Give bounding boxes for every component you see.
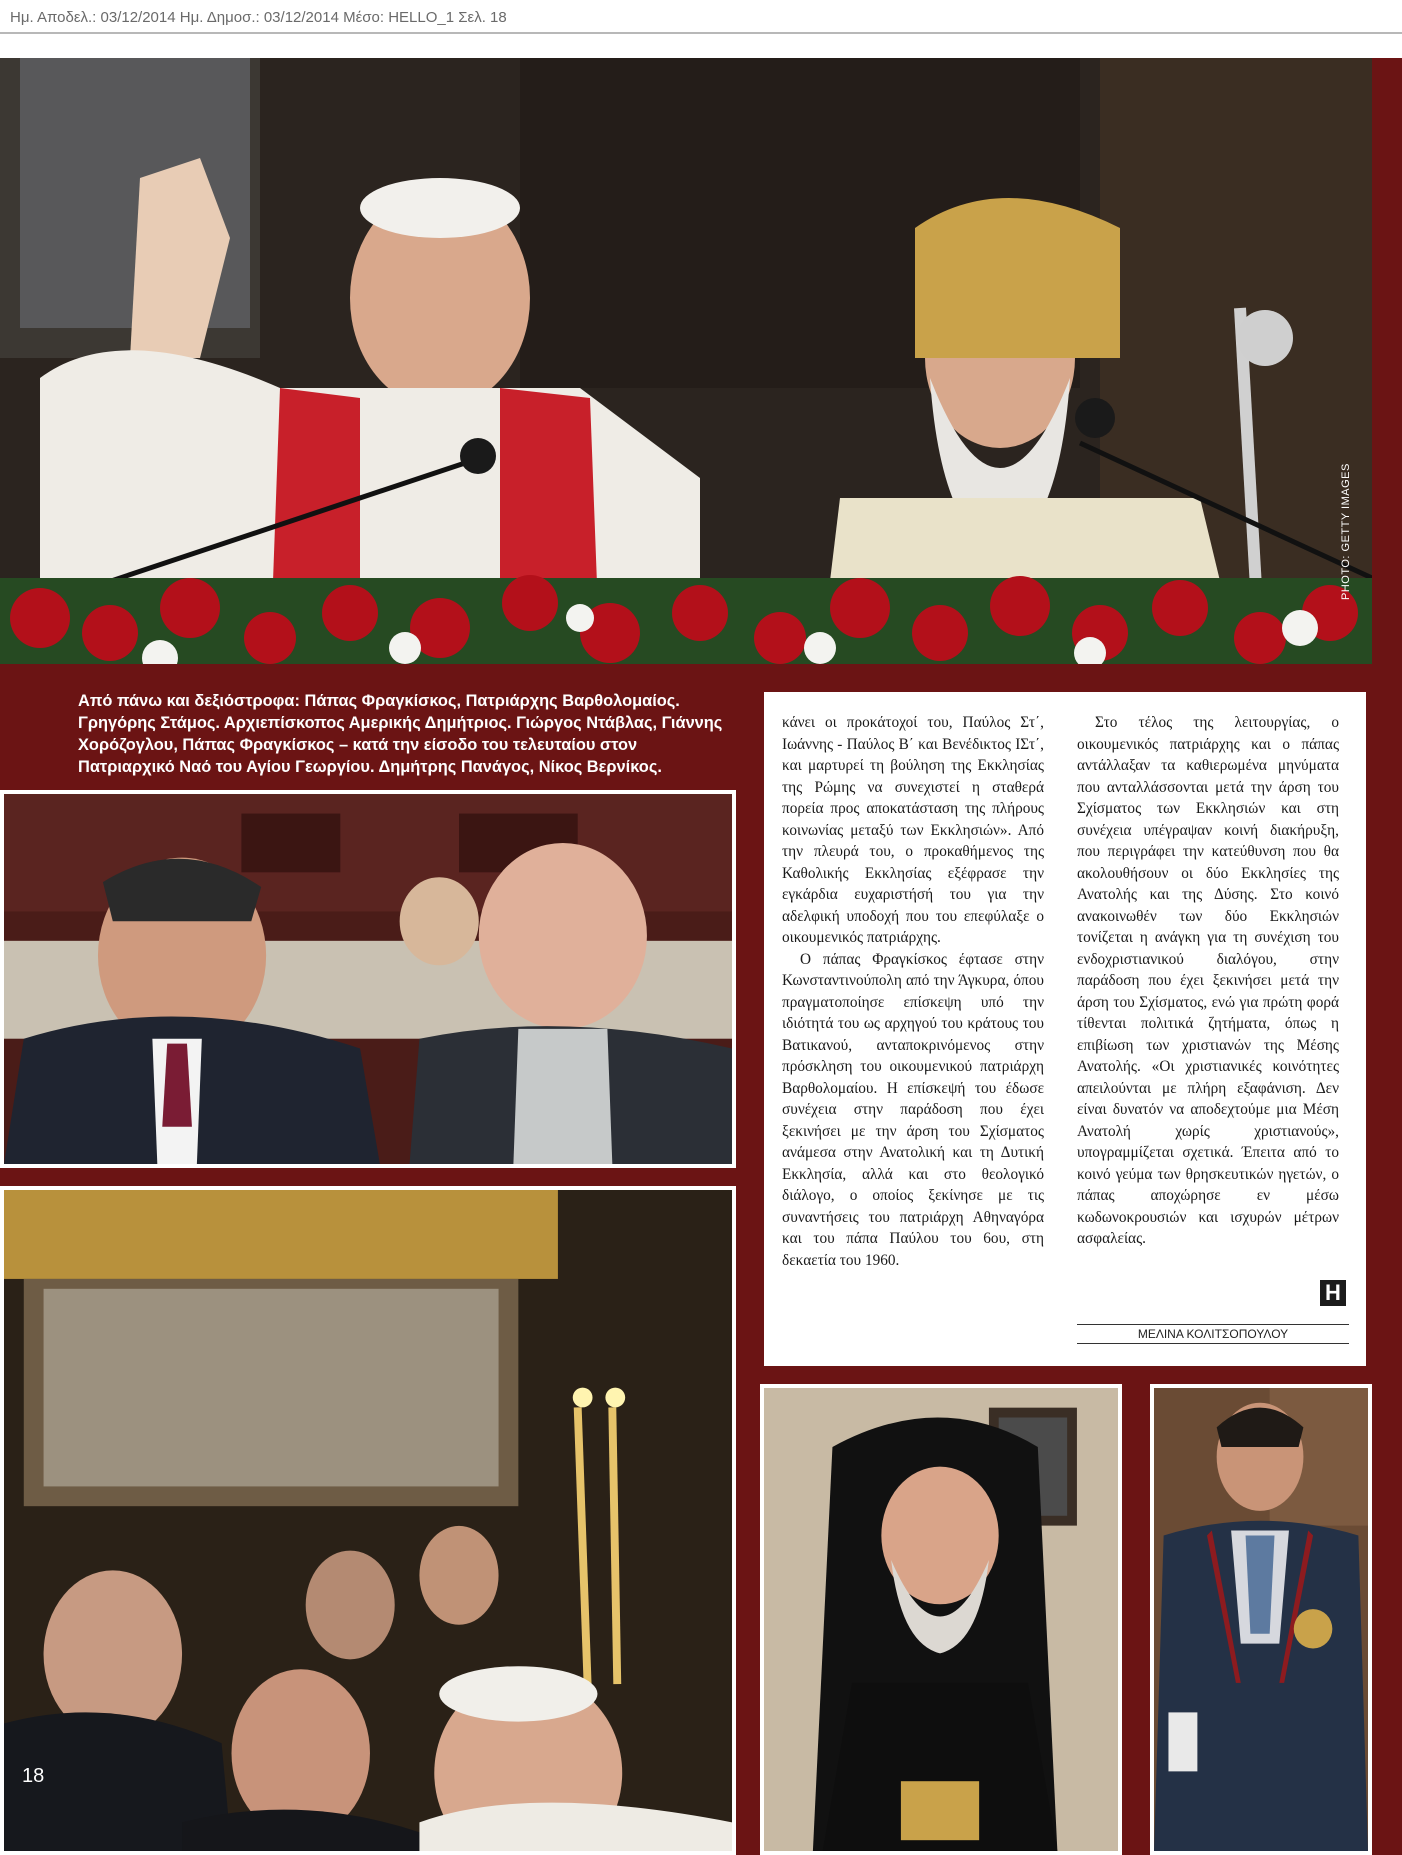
- photo-church-entrance: [0, 1186, 736, 1855]
- photo-credit: PHOTO: GETTY IMAGES: [1340, 463, 1352, 600]
- hero-photo-pope-patriarch: [0, 58, 1372, 664]
- clipping-header: Ημ. Αποδελ.: 03/12/2014 Ημ. Δημοσ.: 03/12/2014 Μέσο: HELLO_1 Σελ. 18: [0, 0, 1402, 34]
- article-paragraph: κάνει οι προκάτοχοί του, Παύλος Στ΄, Ιωάννης - Παύλος Β΄ και Βενέδικτος ΙΣτ΄, και μαρτυρεί τη βούληση της Εκκλησίας της Ρώμης να συνεχιστεί η σταθερά πορεία προς αποκατάσταση της πλήρους κοινωνίας μεταξύ των Εκκλησιών». Από την πλευρά του, ο προκαθήμενος της Καθολικής Εκκλησίας εξέφρασε την εγκάρδια ευχαριστήσή του για την αδελφική υποδοχή που του επεφύλαξε ο οικουμενικός πατριάρχης.: [782, 714, 1044, 946]
- author-byline: ΜΕΛΙΝΑ ΚΟΛΙΤΣΟΠΟΥΛΟΥ: [1077, 1324, 1349, 1344]
- photo-archbishop: [760, 1384, 1122, 1855]
- hello-logo-icon: H: [1320, 1280, 1346, 1306]
- article-paragraph: Στο τέλος της λειτουργίας, ο οικουμενικός πατριάρχης και ο πάπας αντάλλαξαν τα καθιερωμένα μηνύματα που ανταλλάσσονται μετά την άρση του Σχίσματος των Εκκλησιών και στη συνέχεια υπέγραψαν κοινή διακήρυξη, που περιγράφει την κατεύθυνση που θα ακολουθήσουν οι δύο Εκκλησίες της Ανατολής και της Δύσης. Στο κοινό ανακοινωθέν των δύο Εκκλησιών τονίζεται η ανάγκη για τη συνέχιση του ενδοχριστιανικού διαλόγου, στην παράδοση που έχει ξεκινήσει μετά την άρση του Σχίσματος, ενώ για πρώτη φορά τίθενται πολιτικά ζητήματα, όπως η επιβίωση των χριστιανών της Μέσης Ανατολής. «Οι χριστιανικές κοινότητες απειλούνται με πλήρη εξαφάνιση. Δεν είναι δυνατόν να αποδεχτούμε μια Μέση Ανατολή χωρίς χριστιανούς», υπογραμμίζεται σχετικά. Έπειτα από το κοινό γεύμα των θρησκευτικών ηγετών, ο πάπας αποχώρησε εν μέσω κωδωνοκρουσιών και ισχυρών μέτρων ασφαλείας.: [1077, 714, 1339, 1247]
- article-column-1: [782, 712, 1044, 1271]
- photo-two-men: [0, 790, 736, 1168]
- photo-man-with-badge: [1150, 1384, 1372, 1855]
- article-text-box: [764, 692, 1366, 1366]
- article-column-2: [1077, 712, 1339, 1250]
- page-number: 18: [22, 1765, 45, 1787]
- article-paragraph: Ο πάπας Φραγκίσκος έφτασε στην Κωνσταντινούπολη από την Άγκυρα, όπου πραγματοποίησε επίσκεψη υπό την ιδιότητά του ως αρχηγού του κράτους του Βατικανού, ανταποκρινόμενος στην πρόσκληση του οικουμενικού πατριάρχη Βαρθολομαίου. Η επίσκεψή του έδωσε συνέχεια στην παράδοση που έχει ξεκινήσει με την άρση του Σχίσματος ανάμεσα στην Ανατολική και τη Δυτική Εκκλησία, αλλά και στο θεολογικό διάλογο, ο οποίος ξεκίνησε με τις συναντήσεις του πατριάρχη Αθηναγόρα και του πάπα Παύλου του 6ου, στη δεκαετία του 1960.: [782, 950, 1044, 1269]
- photo-caption: Από πάνω και δεξιόστροφα: Πάπας Φραγκίσκος, Πατριάρχης Βαρθολομαίος. Γρηγόρης Στάμος. Αρχιεπίσκοπος Αμερικής Δημήτριος. Γιώργος Ντάβλας, Γιάννης Χορόζογλου, Πάπας Φραγκίσκος – κατά την είσοδο του τελευταίου στον Πατριαρχικό Ναό του Αγίου Γεωργίου. Δημήτρης Πανάγος, Νίκος Βερνίκος.: [78, 692, 723, 776]
